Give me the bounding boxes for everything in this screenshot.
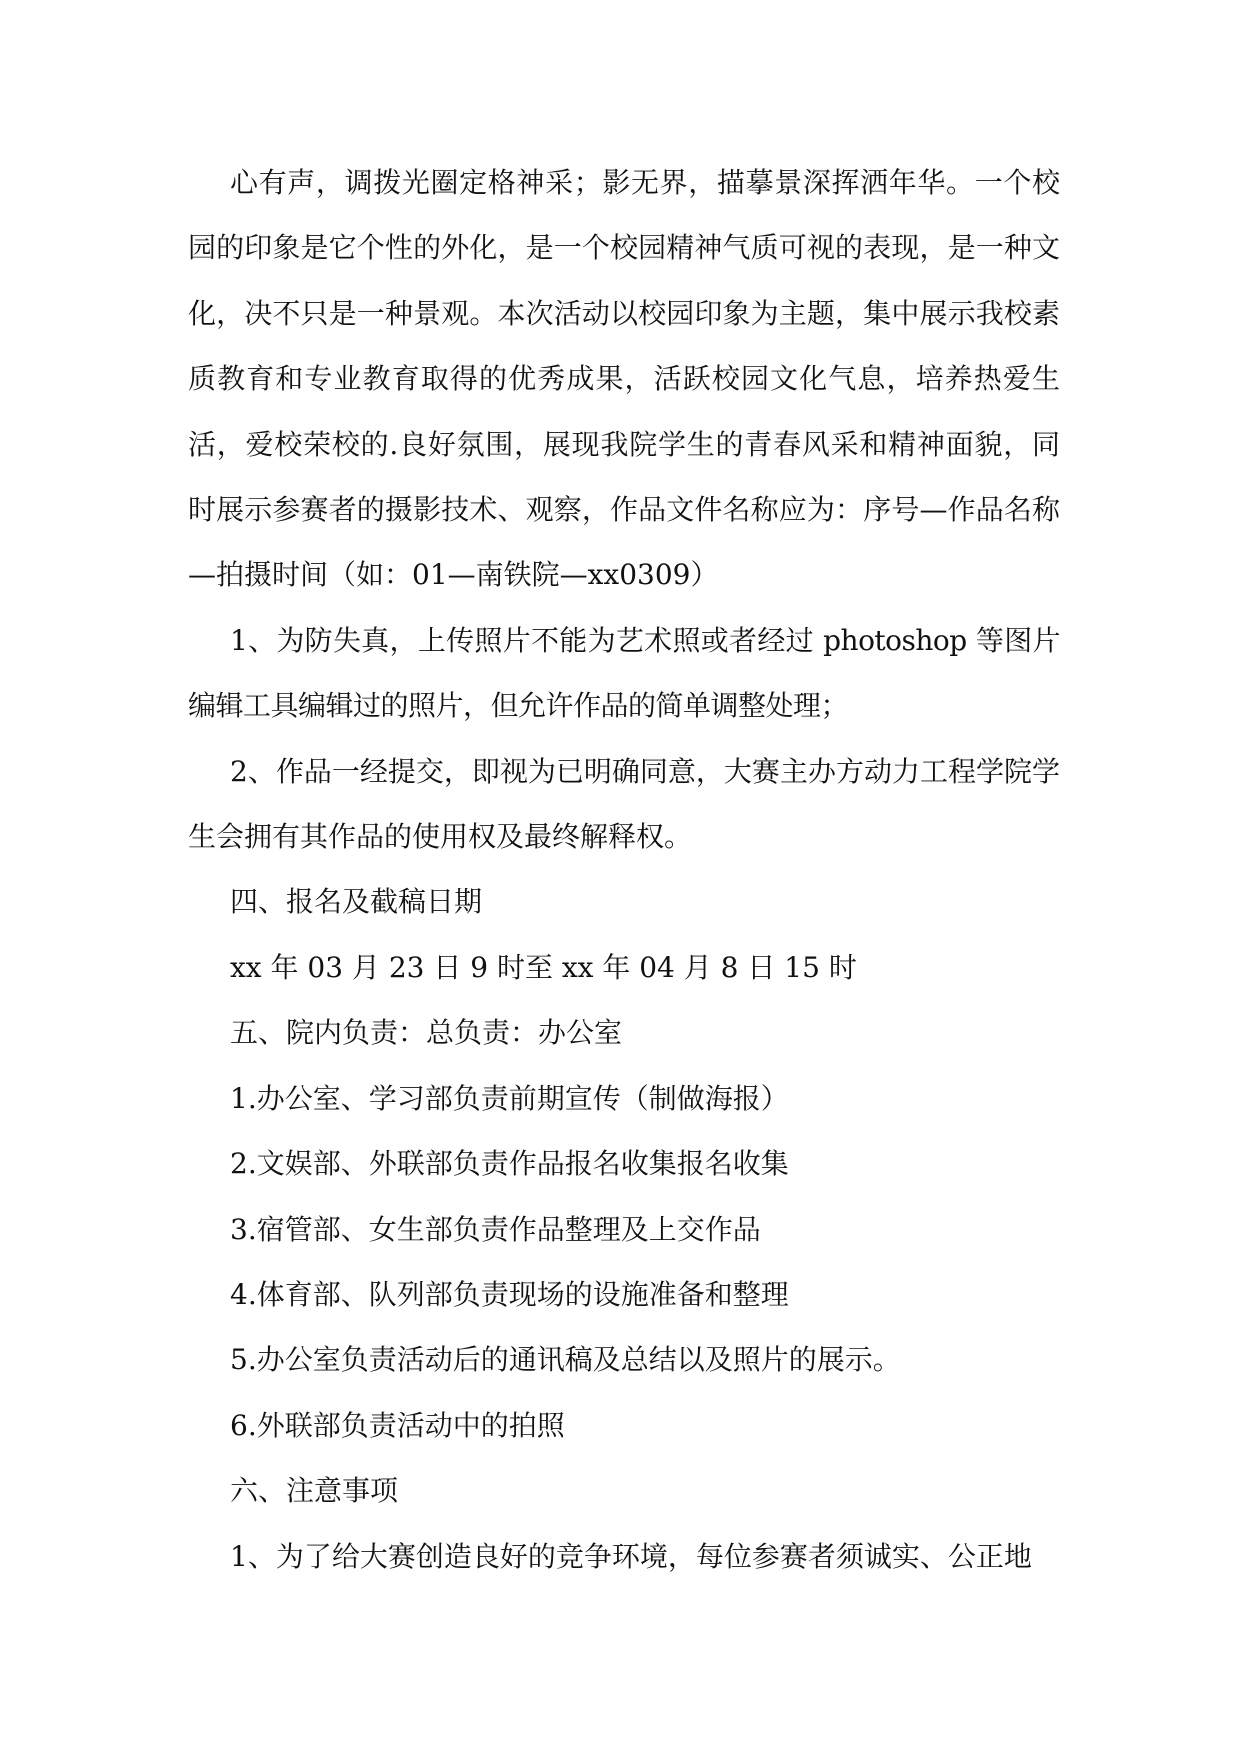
list-item-duty-1: 1.办公室、学习部负责前期宣传（制做海报） bbox=[230, 1081, 789, 1115]
list-item-duty-6: 6.外联部负责活动中的拍照 bbox=[230, 1408, 565, 1442]
document-body bbox=[188, 150, 1060, 1589]
paragraph-rule-1: 1、为防失真，上传照片不能为艺术照或者经过 photoshop 等图片编辑工具编辑过的照片，但允许作品的简单调整处理； bbox=[188, 623, 1060, 723]
heading-responsibility: 五、院内负责：总负责：办公室 bbox=[230, 1016, 623, 1050]
paragraph-date-range: xx 年 03 月 23 日 9 时至 xx 年 04 月 8 日 15 时 bbox=[230, 950, 857, 984]
paragraph-note-1: 1、为了给大赛创造良好的竞争环境，每位参赛者须诚实、公正地 bbox=[230, 1539, 1032, 1573]
heading-registration-deadline: 四、报名及截稿日期 bbox=[230, 885, 483, 919]
list-item-duty-5: 5.办公室负责活动后的通讯稿及总结以及照片的展示。 bbox=[230, 1343, 901, 1377]
paragraph-rule-2: 2、作品一经提交，即视为已明确同意，大赛主办方动力工程学院学生会拥有其作品的使用权及最终解释权。 bbox=[188, 754, 1060, 854]
list-item-duty-2: 2.文娱部、外联部负责作品报名收集报名收集 bbox=[230, 1147, 789, 1181]
paragraph-intro: 心有声，调拨光圈定格神采；影无界，描摹景深挥洒年华。一个校园的印象是它个性的外化，是一个校园精神气质可视的表现，是一种文化，决不只是一种景观。本次活动以校园印象为主题，集中展示我校素质教育和专业教育取得的优秀成果，活跃校园文化气息，培养热爱生活，爱校荣校的.良好氛围，展现我院学生的青春风采和精神面貌，同时展示参赛者的摄影技术、观察，作品文件名称应为：序号—作品名称—拍摄时间（如：01—南铁院—xx0309） bbox=[188, 166, 1060, 592]
list-item-duty-3: 3.宿管部、女生部负责作品整理及上交作品 bbox=[230, 1212, 761, 1246]
list-item-duty-4: 4.体育部、队列部负责现场的设施准备和整理 bbox=[230, 1277, 789, 1311]
heading-notes: 六、注意事项 bbox=[230, 1474, 399, 1508]
